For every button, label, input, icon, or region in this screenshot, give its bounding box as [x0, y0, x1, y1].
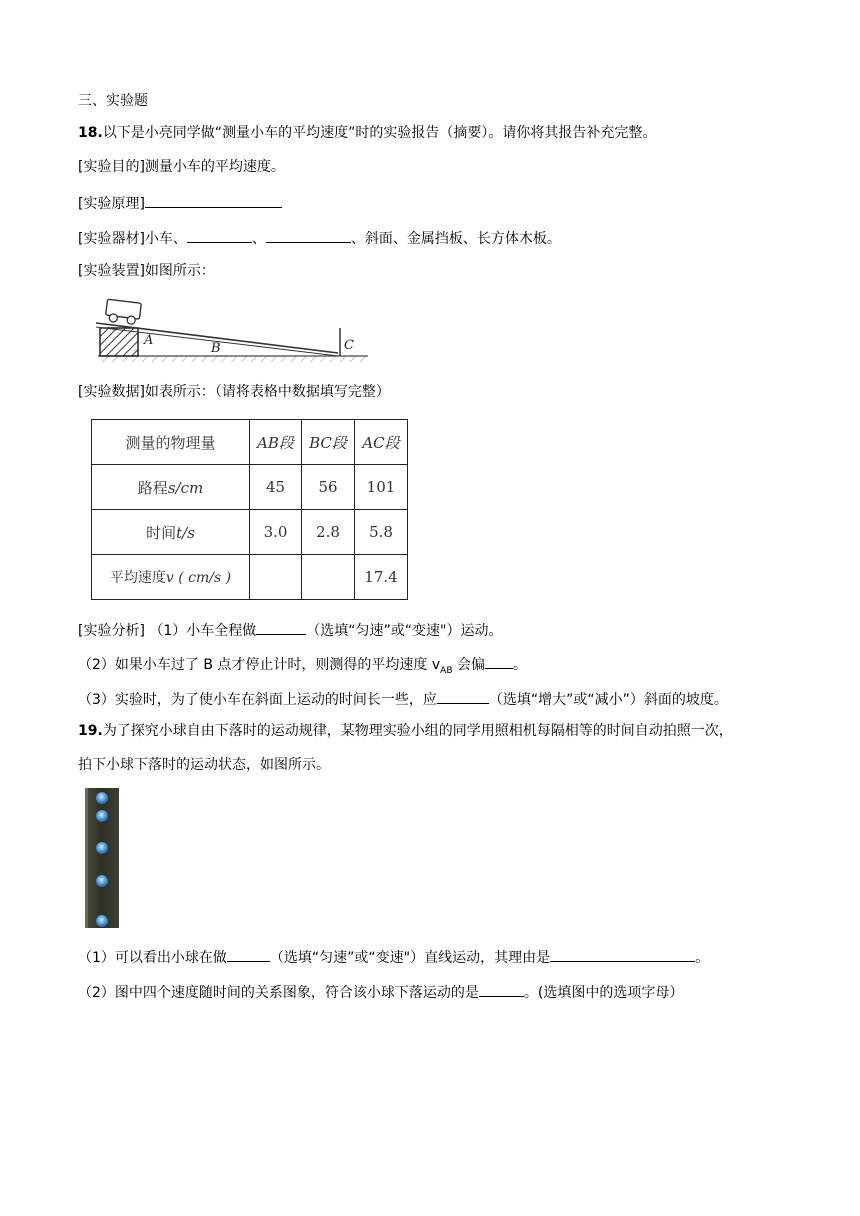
question-19-stem-continued: 拍下小球下落时的运动状态，如图所示。: [78, 757, 330, 773]
question-18-stem: [78, 123, 656, 143]
data-table: [91, 419, 408, 600]
analysis-3-blank[interactable]: [437, 688, 489, 704]
question-19-stem: [78, 721, 733, 741]
row-label: 平均速度v ( cm/s ): [92, 555, 250, 600]
photo-background: [85, 788, 119, 928]
principle-blank[interactable]: [145, 192, 282, 208]
cell-bc: 2.8: [302, 510, 355, 555]
question-19-number: 19.: [78, 723, 103, 739]
ball-position-4: [96, 875, 108, 887]
ball-position-3: [96, 842, 108, 854]
cart: [105, 299, 141, 325]
equipment-separator: 、: [251, 231, 266, 247]
label-c: C: [344, 338, 354, 353]
equipment-label: [实验器材]小车、: [78, 231, 187, 247]
cell-ab: 3.0: [250, 510, 302, 555]
cell-bc: 56: [302, 465, 355, 510]
incline-figure: [92, 293, 377, 365]
ground-hatch: [98, 356, 368, 362]
row-label: 时间t/s: [92, 510, 250, 555]
analysis-2: （2）如果小车过了 B 点才停止计时，则测得的平均速度 $v_{AB}$ 会偏 。: [78, 653, 527, 681]
label-a: A: [144, 333, 154, 348]
falling-ball-photo: [85, 788, 119, 928]
question-19-part-2: （2）图中四个速度随时间的关系图象，符合该小球下落运动的是 。(选填图中的选项字母）: [78, 981, 683, 1003]
question-19-part-1: （1）可以看出小球在做 （选填“匀速”或“变速"）直线运动，其理由是 。: [78, 946, 709, 968]
q19-part-1-blank-1[interactable]: [227, 946, 270, 962]
header-bc: BC段: [302, 420, 355, 465]
ball-position-2: [96, 810, 108, 822]
header-quantity: 测量的物理量: [92, 420, 250, 465]
equipment-blank-2[interactable]: [266, 227, 351, 243]
table-row: [92, 555, 408, 600]
analysis-3: （3）实验时，为了使小车在斜面上运动的时间长一些，应 （选填“增大”或“减小”）斜面的坡度。: [78, 688, 728, 710]
header-ab: AB段: [250, 420, 302, 465]
v-subscript: AB: [440, 665, 453, 676]
ball-position-1: [96, 792, 108, 804]
experiment-principle: [78, 192, 282, 214]
analysis-1: [实验分析] （1）小车全程做 （选填“匀速”或“变速"）运动。: [78, 619, 502, 641]
question-18-number: 18.: [78, 125, 103, 141]
principle-label: [实验原理]: [78, 196, 145, 212]
row-label: 路程s/cm: [92, 465, 250, 510]
q19-part-1-blank-2[interactable]: [550, 946, 695, 962]
cell-ac: 17.4: [355, 555, 408, 600]
experiment-equipment: [78, 227, 561, 249]
section-title: 三、实验题: [78, 93, 148, 109]
analysis-2-blank[interactable]: [485, 653, 513, 669]
label-b: B: [211, 341, 221, 356]
table-header-row: [92, 420, 408, 465]
cell-bc[interactable]: [302, 555, 355, 600]
equipment-tail: 、斜面、金属挡板、长方体木板。: [350, 231, 561, 247]
cell-ac: 5.8: [355, 510, 408, 555]
table-row: [92, 510, 408, 555]
question-19-text: 为了探究小球自由下落时的运动规律，某物理实验小组的同学用照相机每隔相等的时间自动拍照一次，: [102, 723, 733, 739]
support-block: [100, 328, 138, 356]
equipment-blank-1[interactable]: [187, 227, 252, 243]
question-18-text: 以下是小亮同学做“测量小车的平均速度”时的实验报告（摘要）。请你将其报告补充完整。: [102, 125, 657, 141]
experiment-data-label: [实验数据]如表所示：（请将表格中数据填写完整）: [78, 384, 390, 400]
cell-ab: 45: [250, 465, 302, 510]
header-ac: AC段: [355, 420, 408, 465]
ball-position-5: [96, 915, 108, 927]
analysis-1-blank[interactable]: [256, 619, 306, 635]
experiment-apparatus: [实验装置]如图所示：: [78, 263, 215, 279]
q19-part-2-blank[interactable]: [479, 981, 524, 997]
experiment-purpose: [实验目的]测量小车的平均速度。: [78, 159, 285, 175]
table-row: [92, 465, 408, 510]
cell-ac: 101: [355, 465, 408, 510]
cell-ab[interactable]: [250, 555, 302, 600]
